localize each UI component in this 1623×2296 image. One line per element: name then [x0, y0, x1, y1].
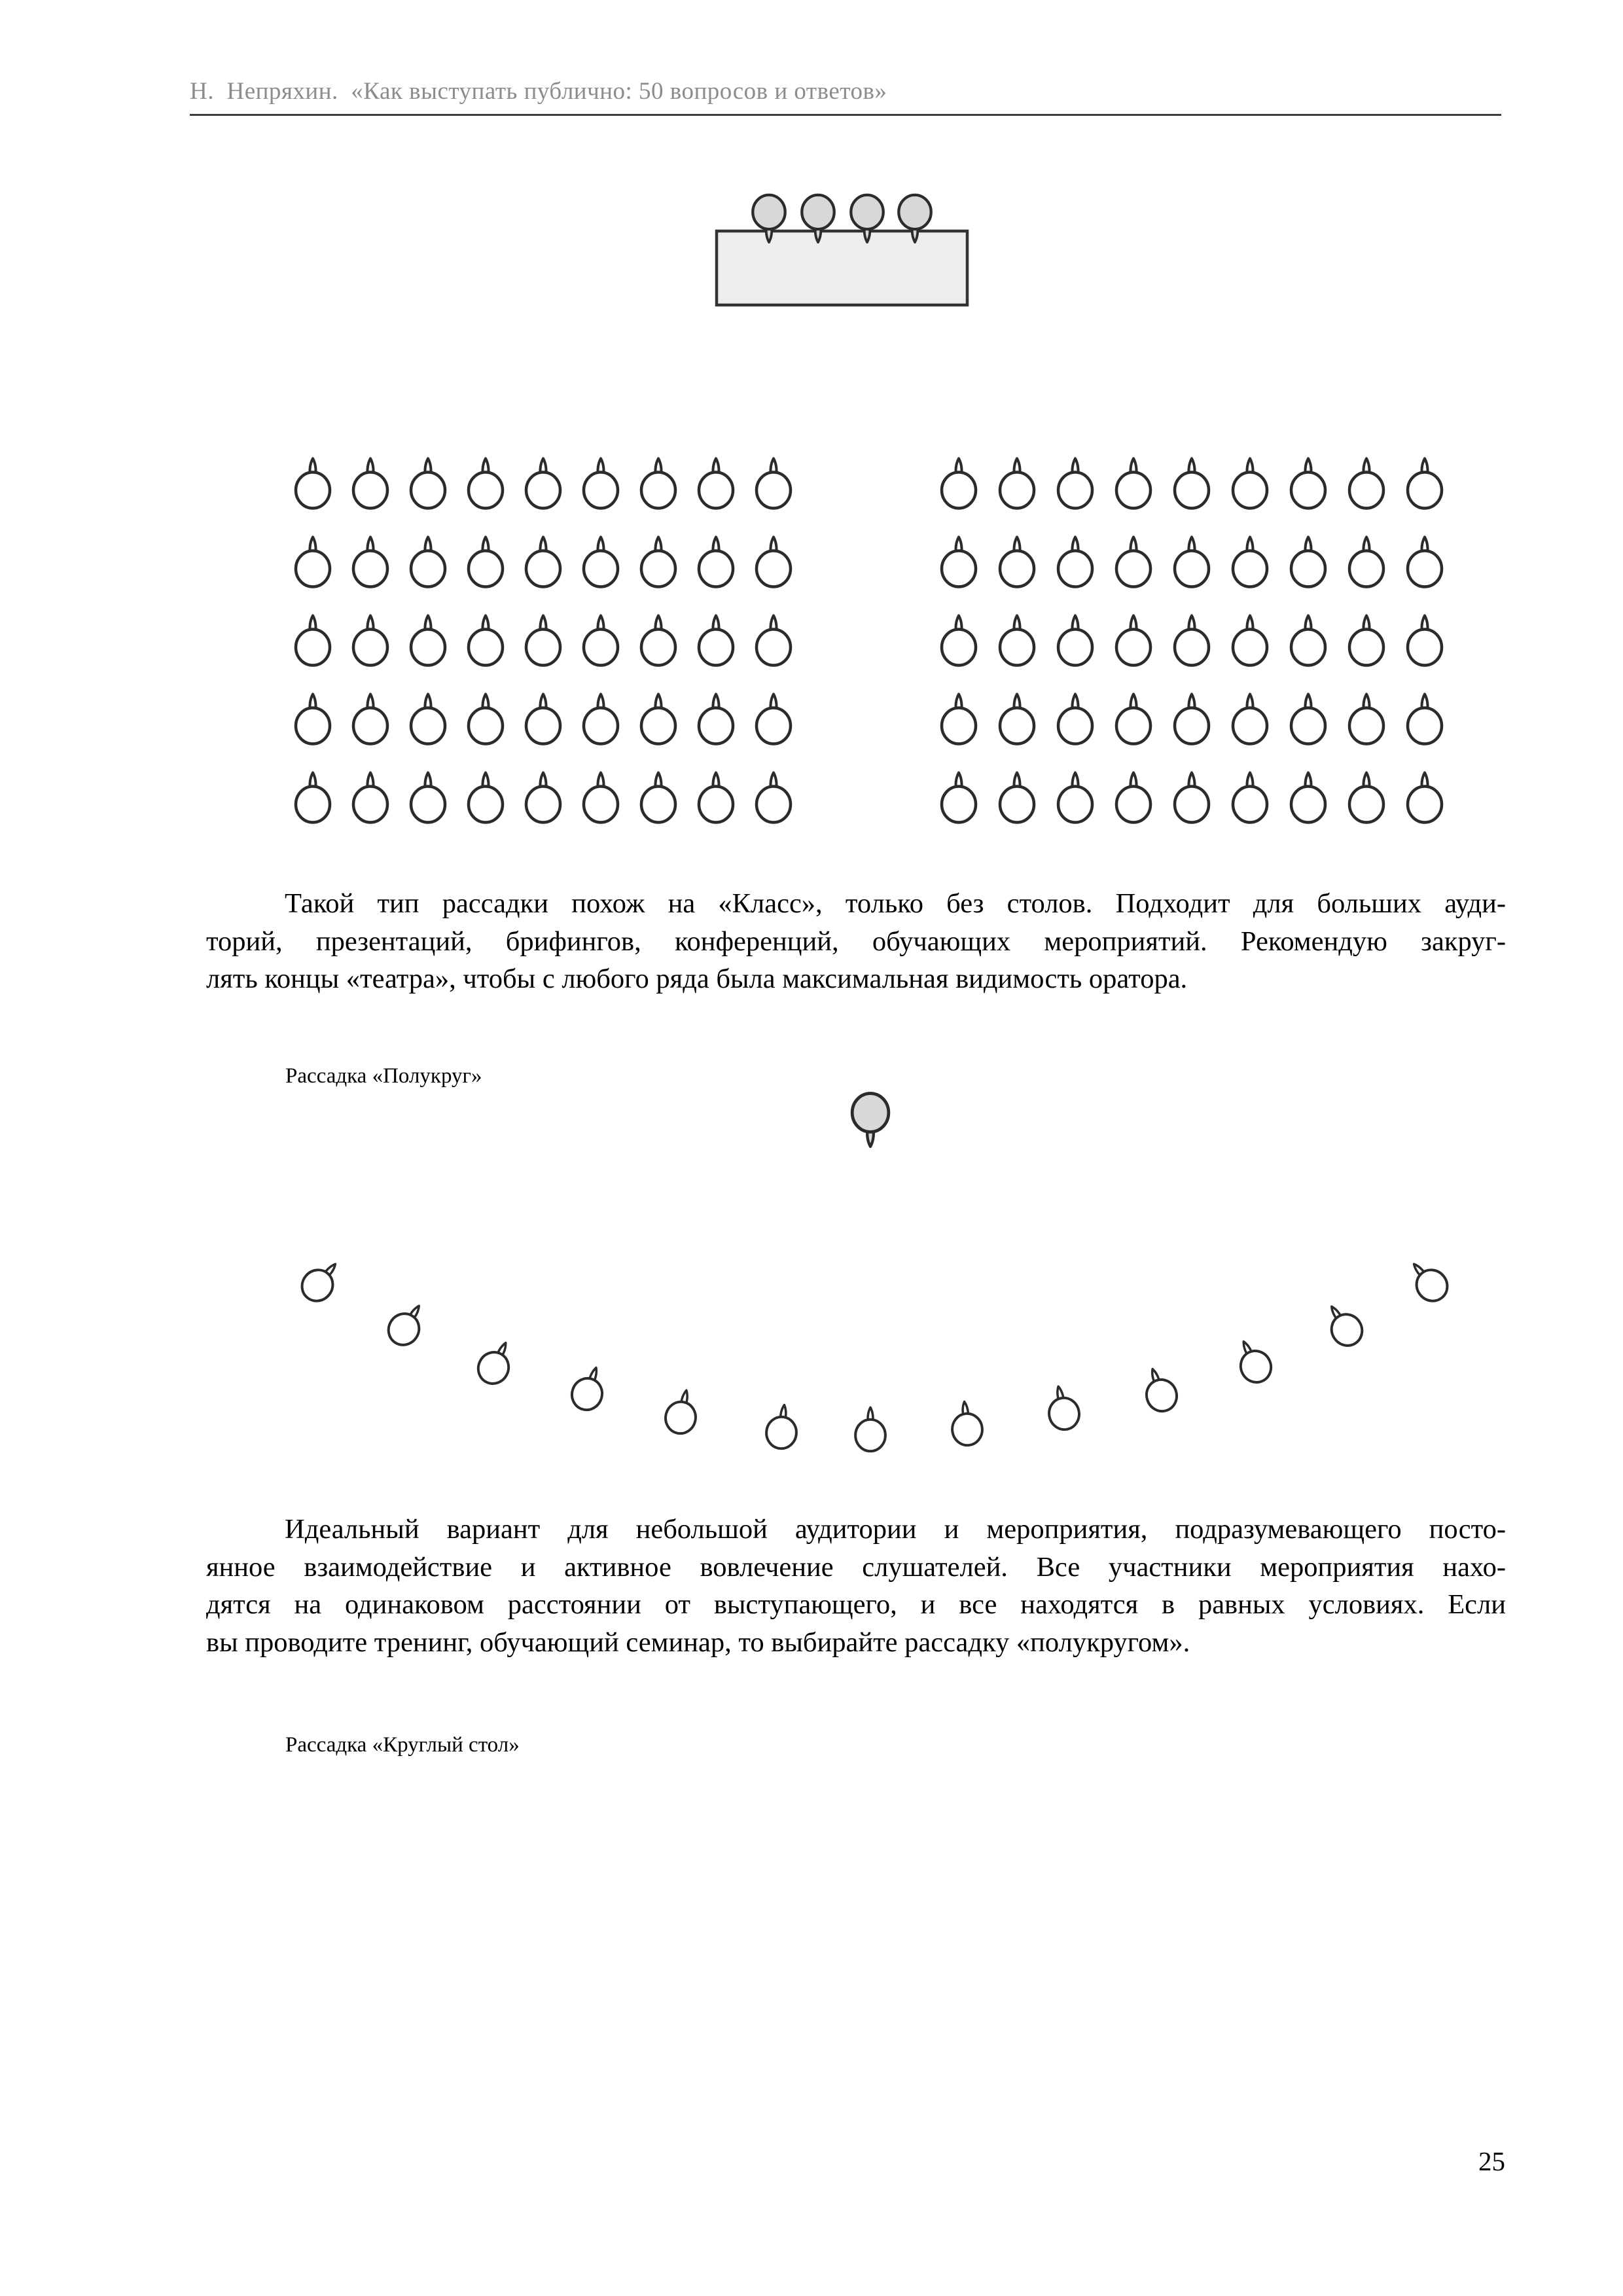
- audience-chair-icon: [1408, 616, 1442, 666]
- audience-chair-icon: [1058, 616, 1092, 666]
- audience-chair-icon: [1000, 459, 1034, 509]
- semicircle-chair-icon: [296, 1255, 347, 1308]
- semicircle-chair-icon: [1138, 1364, 1181, 1415]
- audience-chair-icon: [1233, 616, 1267, 666]
- audience-chair-icon: [1291, 616, 1325, 666]
- audience-chair-icon: [469, 694, 503, 744]
- audience-chair-icon: [1408, 459, 1442, 509]
- audience-chair-icon: [1175, 537, 1209, 587]
- audience-chair-icon: [1349, 616, 1383, 666]
- audience-chair-icon: [296, 694, 330, 744]
- paragraph-line: Такой тип рассадки похож на «Класс», только без столов. Подходит для больших ауди-: [285, 888, 1506, 919]
- audience-chair-icon: [353, 694, 387, 744]
- paragraph-semicircle-description: [206, 1511, 1506, 1661]
- audience-chair-icon: [1116, 773, 1150, 823]
- page-number: 25: [1478, 2146, 1505, 2176]
- audience-chair-icon: [942, 459, 976, 509]
- semicircle-chair-icon: [1319, 1299, 1368, 1352]
- audience-chair-icon: [1058, 537, 1092, 587]
- audience-chair-icon: [1058, 459, 1092, 509]
- audience-chair-icon: [411, 537, 445, 587]
- audience-chair-icon: [1291, 694, 1325, 744]
- audience-chair-icon: [1058, 773, 1092, 823]
- semicircle-chair-icon: [567, 1363, 610, 1414]
- semicircle-chair-icon: [473, 1336, 519, 1389]
- semicircle-chair-icon: [950, 1400, 984, 1446]
- audience-chair-icon: [584, 694, 618, 744]
- audience-chair-icon: [1349, 694, 1383, 744]
- audience-chair-icon: [469, 616, 503, 666]
- audience-chair-icon: [411, 773, 445, 823]
- audience-chair-icon: [296, 616, 330, 666]
- audience-chair-icon: [757, 773, 791, 823]
- audience-chair-icon: [469, 459, 503, 509]
- audience-chair-icon: [699, 773, 733, 823]
- audience-chair-icon: [1175, 773, 1209, 823]
- audience-chair-icon: [584, 459, 618, 509]
- audience-chair-icon: [1349, 459, 1383, 509]
- semicircle-chair-icon: [383, 1298, 432, 1351]
- semicircle-chair-icon: [765, 1403, 800, 1450]
- audience-chair-icon: [526, 616, 560, 666]
- audience-chair-icon: [411, 616, 445, 666]
- semicircle-chair-icon: [855, 1407, 885, 1451]
- paragraph-line: янное взаимодействие и активное вовлечение слушателей. Все участники мероприятия нахо-: [206, 1551, 1506, 1583]
- audience-chair-icon: [1233, 459, 1267, 509]
- audience-chair-icon: [1233, 694, 1267, 744]
- audience-chair-icon: [1233, 537, 1267, 587]
- caption-semicircle: Рассадка «Полукруг»: [285, 1064, 482, 1088]
- audience-chair-icon: [757, 537, 791, 587]
- audience-chair-icon: [757, 459, 791, 509]
- paragraph-line: вы проводите тренинг, обучающий семинар, то выбирайте рассадку «полукругом».: [206, 1626, 1190, 1658]
- audience-chair-icon: [526, 773, 560, 823]
- audience-chair-icon: [1291, 537, 1325, 587]
- audience-chair-icon: [1116, 616, 1150, 666]
- audience-chair-icon: [1408, 537, 1442, 587]
- audience-chair-icon: [526, 459, 560, 509]
- audience-chair-icon: [641, 694, 675, 744]
- audience-chair-icon: [526, 694, 560, 744]
- audience-chair-icon: [1175, 459, 1209, 509]
- audience-chair-icon: [353, 773, 387, 823]
- paragraph-line: лять концы «театра», чтобы с любого ряда была максимальная видимость оратора.: [206, 963, 1188, 994]
- audience-chair-icon: [353, 537, 387, 587]
- audience-chair-icon: [699, 694, 733, 744]
- audience-chair-icon: [1000, 694, 1034, 744]
- audience-chair-icon: [1408, 773, 1442, 823]
- audience-chair-icon: [641, 537, 675, 587]
- audience-chair-icon: [1291, 459, 1325, 509]
- audience-chair-icon: [942, 694, 976, 744]
- audience-chair-icon: [296, 773, 330, 823]
- audience-chair-icon: [1058, 694, 1092, 744]
- audience-chair-icon: [1000, 773, 1034, 823]
- audience-chair-icon: [1233, 773, 1267, 823]
- running-header: Н. Непряхин. «Как выступать публично: 50 вопросов и ответов»: [190, 78, 887, 105]
- audience-chair-icon: [1116, 694, 1150, 744]
- audience-chair-icon: [942, 537, 976, 587]
- speaker-icon: [852, 1094, 889, 1147]
- audience-chair-icon: [353, 616, 387, 666]
- audience-chair-icon: [353, 459, 387, 509]
- audience-chair-icon: [1291, 773, 1325, 823]
- audience-chair-icon: [699, 616, 733, 666]
- audience-chair-icon: [1116, 537, 1150, 587]
- audience-chair-icon: [1349, 773, 1383, 823]
- audience-chair-icon: [1349, 537, 1383, 587]
- audience-chair-icon: [296, 537, 330, 587]
- audience-chair-icon: [757, 616, 791, 666]
- audience-chair-icon: [584, 616, 618, 666]
- semicircle-chair-icon: [1044, 1383, 1082, 1432]
- audience-chair-icon: [1408, 694, 1442, 744]
- audience-chair-icon: [526, 537, 560, 587]
- audience-chair-icon: [641, 459, 675, 509]
- semicircle-chair-icon: [1230, 1335, 1276, 1388]
- audience-chair-icon: [699, 537, 733, 587]
- presenter-table: [717, 231, 967, 305]
- paragraph-line: дятся на одинаковом расстоянии от выступающего, и все находятся в равных условиях. Если: [206, 1589, 1506, 1620]
- paragraph-line: торий, презентаций, брифингов, конференций, обучающих мероприятий. Рекомендую закруг-: [206, 925, 1506, 957]
- audience-chair-icon: [641, 773, 675, 823]
- semicircle-chair-icon: [663, 1387, 702, 1436]
- audience-chair-icon: [1000, 537, 1034, 587]
- paragraph-theater-description: [206, 885, 1506, 998]
- audience-chair-icon: [1175, 694, 1209, 744]
- audience-chair-icon: [296, 459, 330, 509]
- audience-chair-icon: [1000, 616, 1034, 666]
- audience-chair-icon: [469, 537, 503, 587]
- caption-roundtable: Рассадка «Круглый стол»: [285, 1733, 520, 1757]
- audience-chair-icon: [469, 773, 503, 823]
- audience-chair-icon: [584, 537, 618, 587]
- audience-chair-icon: [757, 694, 791, 744]
- audience-chair-icon: [699, 459, 733, 509]
- audience-chair-icon: [942, 616, 976, 666]
- audience-chair-icon: [1116, 459, 1150, 509]
- paragraph-line: Идеальный вариант для небольшой аудитории и мероприятия, подразумевающего посто-: [285, 1514, 1506, 1545]
- audience-chair-icon: [641, 616, 675, 666]
- audience-chair-icon: [584, 773, 618, 823]
- audience-chair-icon: [411, 459, 445, 509]
- audience-chair-icon: [1175, 616, 1209, 666]
- semicircle-chair-icon: [1402, 1255, 1454, 1308]
- audience-chair-icon: [411, 694, 445, 744]
- audience-chair-icon: [942, 773, 976, 823]
